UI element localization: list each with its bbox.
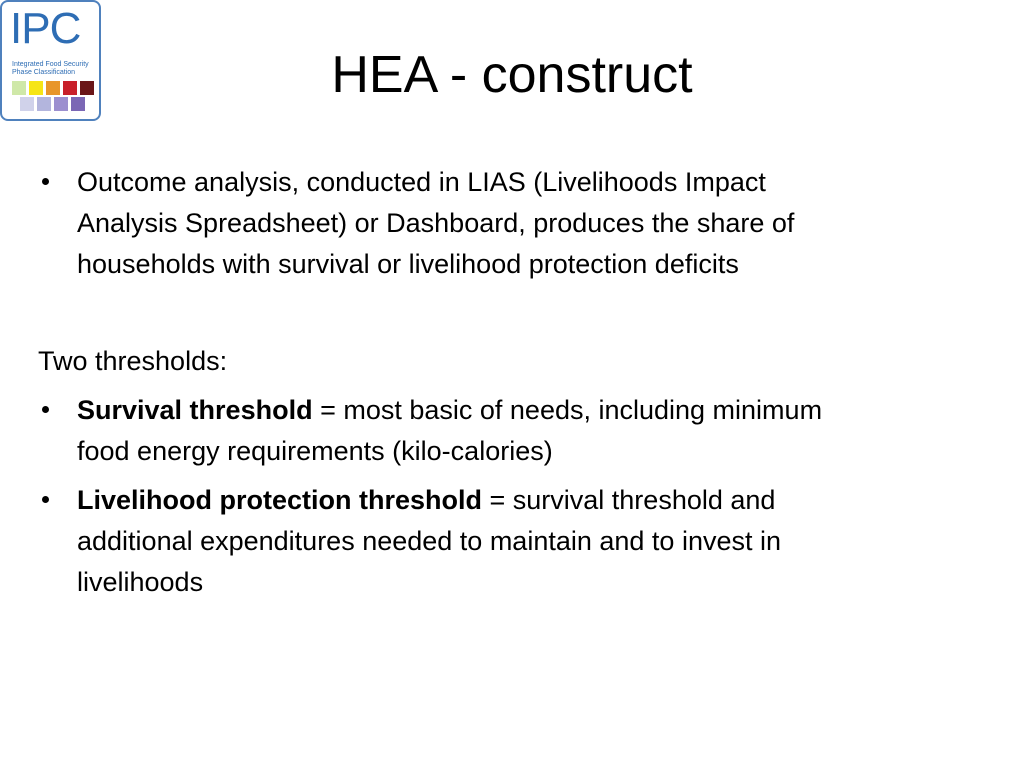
bullet2-line1 — [77, 390, 822, 431]
thresholds-heading: Two thresholds: — [38, 346, 228, 376]
survival-threshold-definition: = most basic of needs, including minimum — [312, 395, 823, 425]
bullet-icon — [42, 496, 49, 503]
bullet-survival-threshold — [77, 390, 822, 472]
bullet1-line2: Analysis Spreadsheet) or Dashboard, produces the share of — [77, 208, 795, 238]
slide-title: HEA - construct — [331, 46, 693, 104]
bullet-icon — [42, 178, 49, 185]
bullet-icon — [42, 406, 49, 413]
bullet3-line1 — [77, 480, 781, 521]
bullet2-line2: food energy requirements (kilo-calories) — [77, 436, 553, 466]
survival-threshold-term: Survival threshold — [77, 395, 313, 425]
bullet3-line2: additional expenditures needed to maintain and to invest in — [77, 526, 781, 556]
livelihood-protection-definition: = survival threshold and — [482, 485, 776, 515]
bullet1-line1: Outcome analysis, conducted in LIAS (Livelihoods Impact — [77, 167, 766, 197]
logo-subtitle-line2: Phase Classification — [12, 69, 76, 76]
bullet3-line3: livelihoods — [77, 567, 204, 597]
bullet-livelihood-protection-threshold — [77, 480, 781, 603]
bullet-outcome-analysis — [77, 162, 794, 285]
livelihood-protection-term: Livelihood protection threshold — [77, 485, 482, 515]
logo-abbreviation: IPC — [10, 4, 81, 53]
logo-subtitle-line1: Integrated Food Security — [12, 61, 89, 68]
bullet1-line3: households with survival or livelihood protection deficits — [77, 249, 739, 279]
